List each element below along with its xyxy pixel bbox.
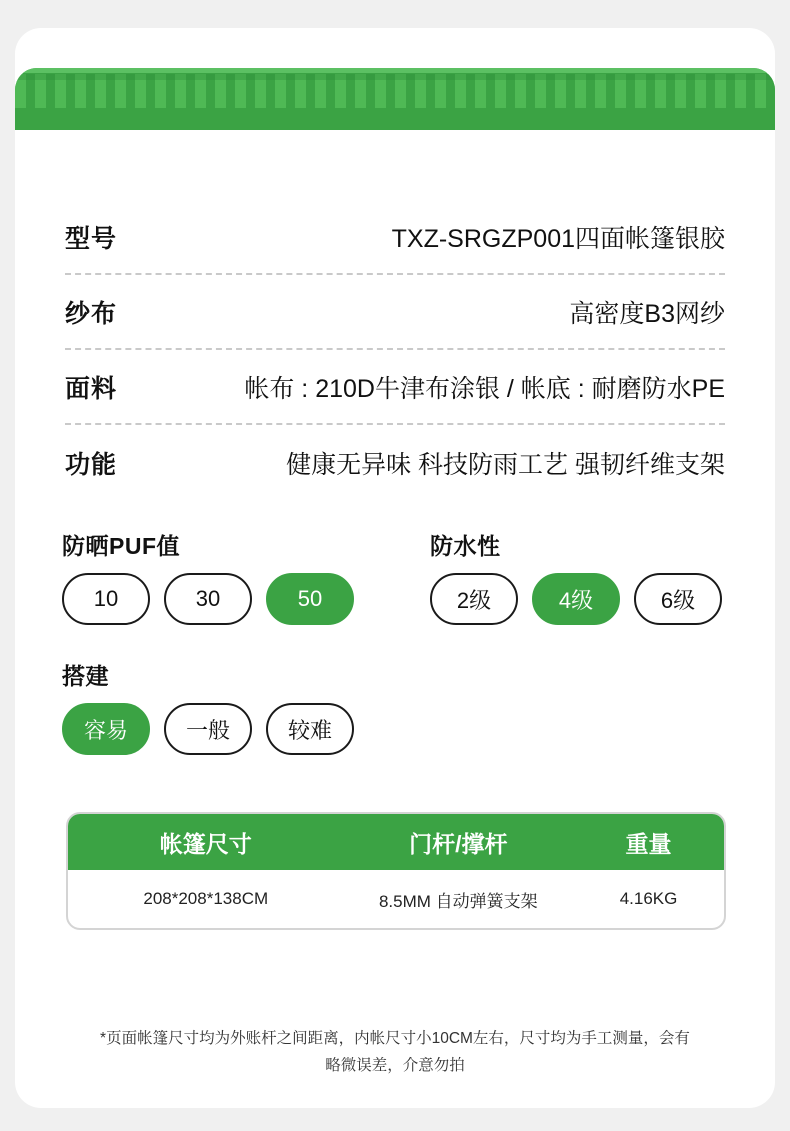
option-water-6[interactable]: 6级 <box>634 573 722 625</box>
option-setup-normal[interactable]: 一般 <box>164 703 252 755</box>
group-title: 防水性 <box>430 533 501 559</box>
zipper-teeth-icon <box>15 74 775 108</box>
banner-base <box>15 110 775 130</box>
pill-list <box>430 573 722 625</box>
spec-label: 功能 <box>65 450 118 479</box>
banner-highlight <box>15 68 775 73</box>
table-header-weight: 重量 <box>625 830 672 857</box>
table-header-pole: 门杆/撑杆 <box>409 830 508 857</box>
table-header-size: 帐篷尺寸 <box>159 830 252 857</box>
spec-value: TXZ-SRGZP001四面帐篷银胶 <box>391 224 725 253</box>
option-puf-10[interactable]: 10 <box>62 573 150 625</box>
spec-row <box>65 200 725 275</box>
spec-row <box>65 350 725 425</box>
option-setup-easy[interactable]: 容易 <box>62 703 150 755</box>
footnote-line-1: *页面帐篷尺寸均为外账杆之间距离，内帐尺寸小10CM左右，尺寸均为手工测量，会有 <box>100 1030 690 1047</box>
pill-list <box>62 573 354 625</box>
group-title: 防晒PUF值 <box>62 533 180 559</box>
spec-label: 型号 <box>65 224 118 253</box>
option-water-2[interactable]: 2级 <box>430 573 518 625</box>
spec-table <box>65 200 725 500</box>
spec-value: 健康无异味 科技防雨工艺 强韧纤维支架 <box>286 450 725 479</box>
group-title: 搭建 <box>62 663 109 689</box>
spec-row <box>65 425 725 500</box>
footnote <box>70 1025 720 1079</box>
option-puf-30[interactable]: 30 <box>164 573 252 625</box>
table-header-row <box>68 814 724 870</box>
table-row <box>68 870 724 928</box>
spec-value: 帐布 : 210D牛津布涂银 / 帐底 : 耐磨防水PE <box>244 374 725 403</box>
cell-weight: 4.16KG <box>619 889 678 908</box>
pill-list <box>62 703 354 755</box>
option-group-puf <box>62 528 354 625</box>
spec-row <box>65 275 725 350</box>
option-group-waterproof <box>430 528 722 625</box>
option-group-setup <box>62 658 354 755</box>
spec-label: 纱布 <box>65 299 118 328</box>
option-setup-hard[interactable]: 较难 <box>266 703 354 755</box>
option-puf-50[interactable]: 50 <box>266 573 354 625</box>
size-table <box>66 812 726 930</box>
cell-pole: 8.5MM 自动弹簧支架 <box>378 891 538 911</box>
zipper-banner <box>15 68 775 130</box>
spec-value: 高密度B3网纱 <box>569 299 725 328</box>
spec-label: 面料 <box>65 374 118 403</box>
option-water-4[interactable]: 4级 <box>532 573 620 625</box>
cell-size: 208*208*138CM <box>143 889 269 908</box>
footnote-line-2: 略微误差，介意勿拍 <box>325 1057 465 1075</box>
